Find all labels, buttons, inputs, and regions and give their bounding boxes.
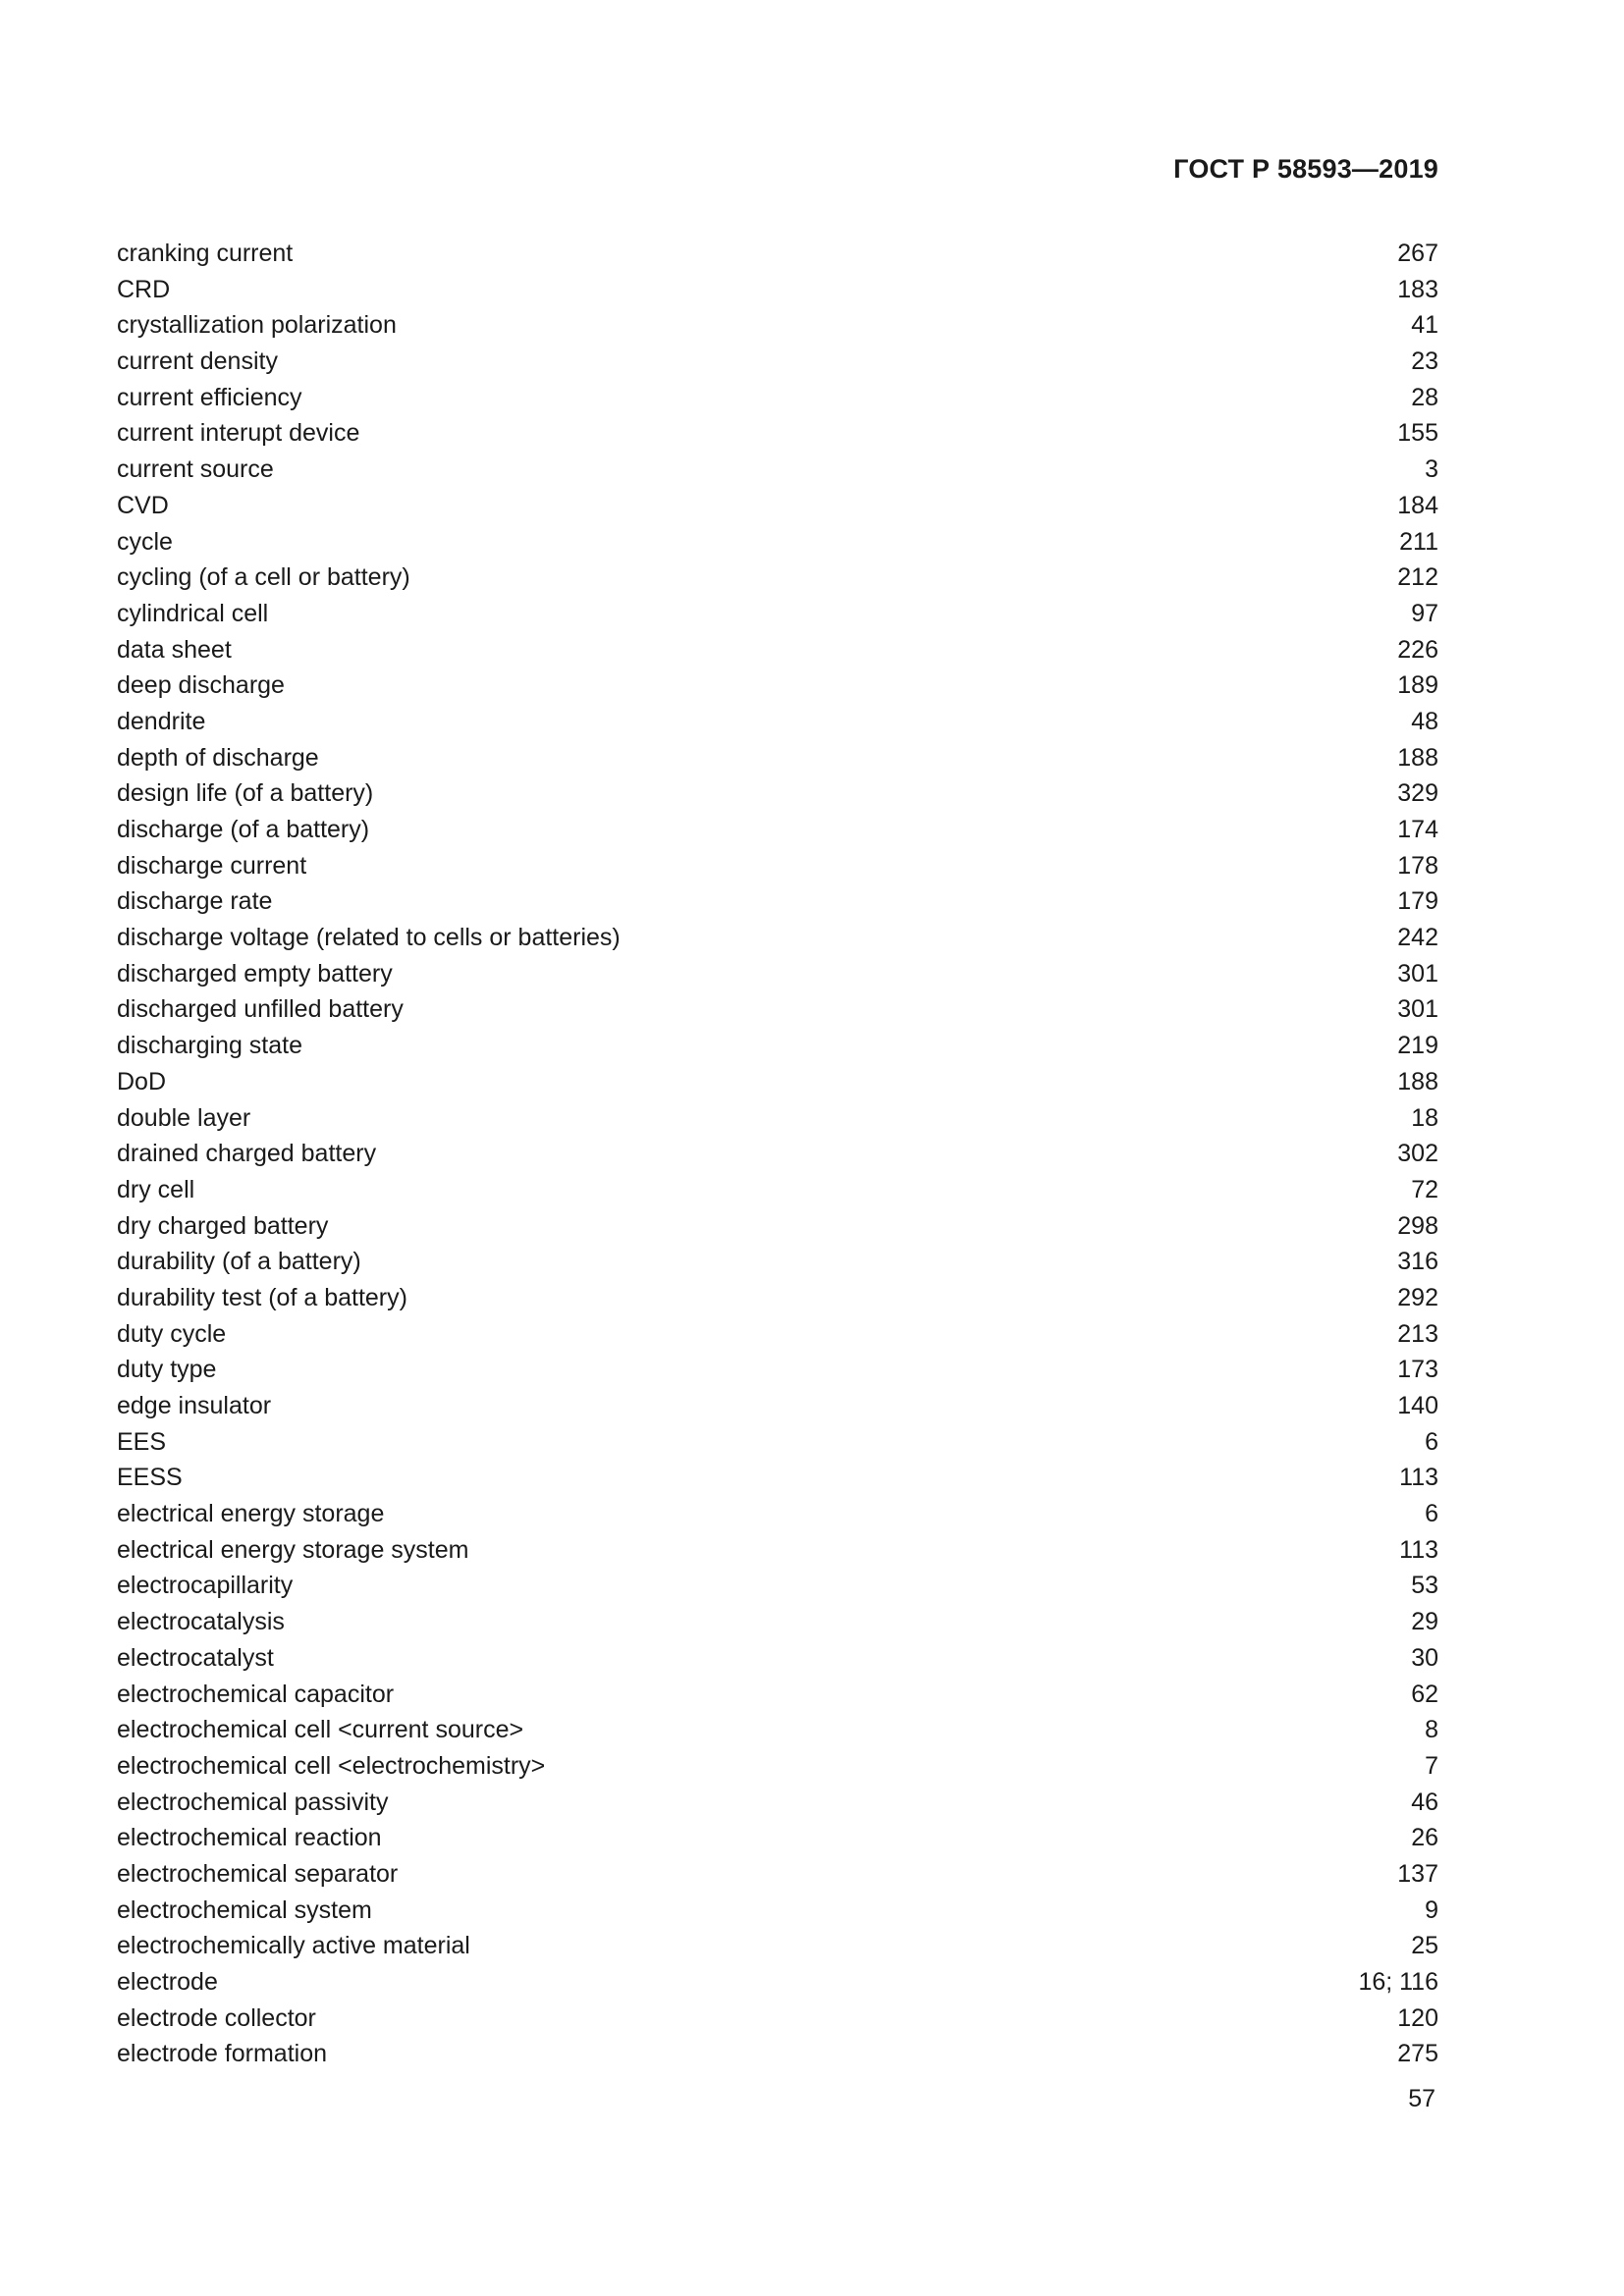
index-entry [117, 272, 1438, 308]
index-reference: 179 [1397, 887, 1438, 916]
index-reference: 267 [1397, 240, 1438, 267]
index-entry [117, 596, 1438, 632]
index-term: crystallization polarization [117, 311, 397, 340]
index-term: DoD [117, 1067, 167, 1095]
index-entry [117, 1424, 1438, 1461]
index-term: edge insulator [117, 1392, 272, 1419]
index-term: CVD [117, 491, 169, 519]
index-term: double layer [117, 1103, 251, 1132]
index-reference: 301 [1397, 959, 1438, 988]
index-reference: 16; 116 [1358, 1968, 1438, 1996]
index-reference: 26 [1411, 1824, 1438, 1852]
index-term: electrode [117, 1968, 218, 1996]
index-reference: 301 [1397, 995, 1438, 1024]
index-reference: 173 [1397, 1356, 1438, 1384]
index-reference: 189 [1397, 671, 1438, 700]
index-term: depth of discharge [117, 743, 319, 772]
index-entry [117, 991, 1438, 1028]
index-entry [117, 1640, 1438, 1677]
index-term: dry charged battery [117, 1211, 329, 1240]
index-entry [117, 344, 1438, 380]
index-entry [117, 1856, 1438, 1893]
index-term: electrochemical system [117, 1896, 372, 1924]
index-entry [117, 1748, 1438, 1785]
index-term: deep discharge [117, 671, 285, 700]
index-term: electrode collector [117, 2003, 316, 2032]
index-reference: 213 [1397, 1319, 1438, 1348]
index-term: cycling (of a cell or battery) [117, 563, 410, 592]
index-term: dry cell [117, 1175, 195, 1203]
index-reference: 120 [1397, 2003, 1438, 2032]
index-term: electrode formation [117, 2040, 328, 2068]
index-reference: 275 [1397, 2040, 1438, 2068]
index-reference: 178 [1397, 851, 1438, 880]
index-reference: 3 [1425, 455, 1438, 484]
index-reference: 29 [1411, 1608, 1438, 1636]
index-term: electrocatalysis [117, 1608, 285, 1636]
index-term: current interupt device [117, 419, 360, 448]
index-reference: 211 [1399, 527, 1438, 556]
index-entry [117, 1820, 1438, 1856]
index-reference: 7 [1425, 1751, 1438, 1780]
index-term: discharge rate [117, 887, 273, 916]
index-term: durability (of a battery) [117, 1248, 361, 1276]
index-term: electrochemical capacitor [117, 1680, 395, 1708]
index-entry [117, 1604, 1438, 1640]
index-term: discharge current [117, 851, 307, 880]
index-term: dendrite [117, 707, 206, 735]
index-entry [117, 1172, 1438, 1208]
index-entry [117, 667, 1438, 704]
index-term: EES [117, 1427, 167, 1456]
index-term: electrocapillarity [117, 1572, 294, 1600]
index-reference: 62 [1411, 1680, 1438, 1708]
index-reference: 226 [1397, 635, 1438, 664]
index-reference: 219 [1397, 1032, 1438, 1060]
index-reference: 302 [1397, 1140, 1438, 1168]
index-reference: 6 [1425, 1427, 1438, 1456]
index-term: drained charged battery [117, 1140, 377, 1168]
index-term: electrochemical cell <current source> [117, 1716, 524, 1744]
index-reference: 140 [1397, 1392, 1438, 1419]
index-term: cylindrical cell [117, 599, 269, 627]
index-term: cranking current [117, 240, 294, 267]
index-term: EESS [117, 1464, 183, 1492]
index-entry [117, 1064, 1438, 1100]
index-term: CRD [117, 275, 171, 303]
index-term: data sheet [117, 635, 232, 664]
index-term: current source [117, 455, 274, 484]
index-entry [117, 883, 1438, 920]
index-entry [117, 236, 1438, 272]
index-reference: 6 [1425, 1500, 1438, 1528]
index-reference: 184 [1397, 491, 1438, 519]
index-reference: 48 [1411, 707, 1438, 735]
index-entry [117, 1677, 1438, 1713]
index-reference: 72 [1411, 1175, 1438, 1203]
index-entry [117, 1280, 1438, 1316]
index-reference: 137 [1397, 1859, 1438, 1888]
index-term: durability test (of a battery) [117, 1283, 407, 1311]
index-entry [117, 2036, 1438, 2072]
index-term: current efficiency [117, 383, 302, 411]
index-reference: 25 [1411, 1932, 1438, 1960]
index-term: electrochemically active material [117, 1932, 470, 1960]
index-entry [117, 488, 1438, 524]
index-term: discharged empty battery [117, 959, 393, 988]
index-entry [117, 1208, 1438, 1245]
index-term: discharged unfilled battery [117, 995, 404, 1024]
index-term: discharge voltage (related to cells or batteries) [117, 924, 621, 952]
index-list [117, 236, 1438, 2072]
index-entry [117, 920, 1438, 956]
index-entry [117, 704, 1438, 740]
index-entry [117, 1136, 1438, 1172]
index-term: current density [117, 347, 278, 376]
index-reference: 9 [1425, 1896, 1438, 1924]
index-entry [117, 1964, 1438, 2001]
index-reference: 97 [1411, 599, 1438, 627]
index-term: electrochemical cell <electrochemistry> [117, 1751, 546, 1780]
index-entry [117, 1785, 1438, 1821]
index-entry [117, 1352, 1438, 1388]
index-entry [117, 1496, 1438, 1532]
index-reference: 292 [1397, 1283, 1438, 1311]
index-entry [117, 1568, 1438, 1604]
document-header: ГОСТ Р 58593—2019 [1173, 154, 1438, 184]
index-reference: 28 [1411, 383, 1438, 411]
index-entry [117, 452, 1438, 488]
index-term: discharge (of a battery) [117, 816, 370, 843]
index-reference: 53 [1411, 1572, 1438, 1600]
index-entry [117, 415, 1438, 452]
index-entry [117, 848, 1438, 884]
index-reference: 316 [1397, 1248, 1438, 1276]
index-reference: 188 [1397, 1067, 1438, 1095]
index-reference: 8 [1425, 1716, 1438, 1744]
index-entry [117, 775, 1438, 812]
index-entry [117, 812, 1438, 848]
index-term: duty cycle [117, 1319, 227, 1348]
index-entry [117, 1028, 1438, 1064]
index-reference: 298 [1397, 1211, 1438, 1240]
index-reference: 242 [1397, 924, 1438, 952]
index-term: cycle [117, 527, 173, 556]
index-reference: 113 [1399, 1535, 1438, 1564]
index-entry [117, 740, 1438, 776]
index-entry [117, 1244, 1438, 1280]
index-term: electrochemical passivity [117, 1788, 389, 1816]
index-entry [117, 1100, 1438, 1137]
index-reference: 212 [1397, 563, 1438, 592]
index-reference: 41 [1411, 311, 1438, 340]
index-entry [117, 1712, 1438, 1748]
index-term: electrochemical reaction [117, 1824, 382, 1852]
index-entry [117, 1532, 1438, 1569]
index-term: electrochemical separator [117, 1859, 399, 1888]
index-reference: 23 [1411, 347, 1438, 376]
index-entry [117, 1460, 1438, 1496]
page-number: 57 [1408, 2085, 1435, 2112]
index-reference: 188 [1397, 743, 1438, 772]
index-term: electrocatalyst [117, 1643, 274, 1672]
index-reference: 113 [1399, 1464, 1438, 1492]
index-term: duty type [117, 1356, 217, 1384]
index-reference: 183 [1397, 275, 1438, 303]
index-reference: 46 [1411, 1788, 1438, 1816]
index-term: design life (of a battery) [117, 779, 374, 808]
index-entry [117, 1893, 1438, 1929]
index-entry [117, 956, 1438, 992]
index-entry [117, 1316, 1438, 1353]
index-reference: 155 [1397, 419, 1438, 448]
index-entry [117, 1388, 1438, 1424]
index-reference: 30 [1411, 1643, 1438, 1672]
index-entry [117, 524, 1438, 561]
index-entry [117, 2001, 1438, 2037]
index-entry [117, 380, 1438, 416]
index-reference: 18 [1411, 1103, 1438, 1132]
index-entry [117, 1928, 1438, 1964]
index-entry [117, 632, 1438, 668]
index-entry [117, 307, 1438, 344]
index-term: electrical energy storage [117, 1500, 385, 1528]
index-term: electrical energy storage system [117, 1535, 469, 1564]
index-entry [117, 560, 1438, 596]
index-reference: 329 [1397, 779, 1438, 808]
index-term: discharging state [117, 1032, 303, 1060]
index-reference: 174 [1397, 816, 1438, 843]
